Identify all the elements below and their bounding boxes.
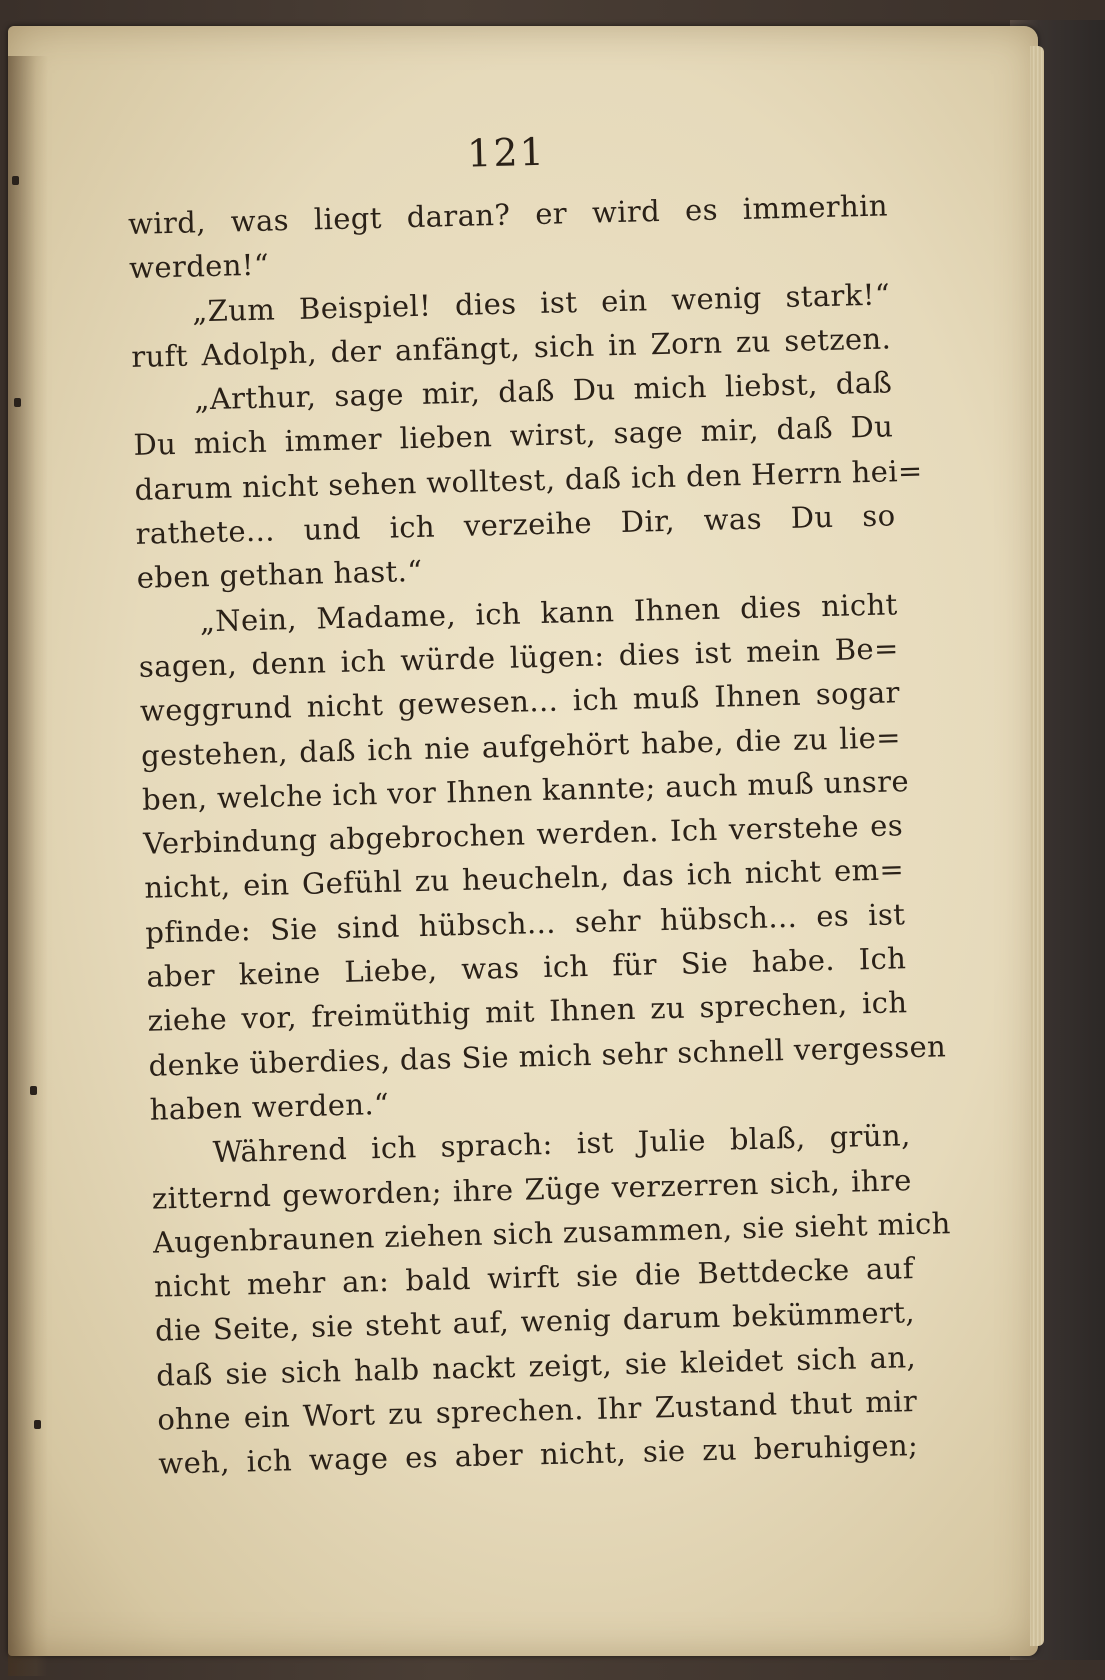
- text-line: haben werden.“: [149, 1086, 390, 1127]
- text-line: denke überdies, das Sie mich sehr schnell vergessen: [148, 1028, 947, 1083]
- binding-thread-mark: [34, 1420, 41, 1429]
- text-line: ohne ein Wort zu sprechen. Ihr Zustand thut mir: [156, 1384, 918, 1437]
- text-line: die Seite, sie steht auf, wenig darum bekümmert,: [154, 1295, 916, 1349]
- text-line: eben gethan hast.“: [136, 554, 423, 596]
- text-line: sagen, denn ich würde lügen: dies ist mein Be=: [138, 631, 900, 684]
- text-line: „Nein, Madame, ich kann Ihnen dies nicht: [199, 586, 899, 639]
- text-line: darum nicht sehen wolltest, daß ich den Herrn hei=: [134, 453, 923, 507]
- page-number: 121: [466, 129, 547, 176]
- text-line: pfinde: Sie sind hübsch... sehr hübsch... es ist: [145, 896, 906, 950]
- text-line: Während ich sprach: ist Julie blaß, grün,: [212, 1118, 912, 1170]
- text-line: gestehen, daß ich nie aufgehört habe, die zu lie=: [140, 719, 902, 773]
- text-line: „Zum Beispiel! dies ist ein wenig stark!“: [191, 276, 891, 329]
- text-line: daß sie sich halb nackt zeigt, sie kleidet sich an,: [155, 1339, 917, 1393]
- binding-thread-mark: [12, 176, 19, 185]
- text-line: nicht, ein Gefühl zu heucheln, das ich nicht em=: [143, 852, 905, 906]
- page-text-block: [126, 119, 952, 1486]
- binding-thread-mark: [30, 1086, 37, 1095]
- text-line: ziehe vor, freimüthig mit Ihnen zu sprechen, ich: [147, 985, 908, 1039]
- paper-page: [8, 26, 1038, 1656]
- text-line: weh, ich wage es aber nicht, sie zu beruhigen;: [157, 1428, 919, 1481]
- text-line: wird, was liegt daran? er wird es immerhin: [127, 188, 889, 241]
- text-line: Verbindung abgebrochen werden. Ich verstehe es: [142, 808, 904, 861]
- text-line: zitternd geworden; ihre Züge verzerren sich, ihre: [151, 1162, 913, 1216]
- text-line: ben, welche ich vor Ihnen kannte; auch muß unsre: [141, 763, 910, 817]
- text-lines: [127, 183, 952, 1486]
- text-line: aber keine Liebe, was ich für Sie habe. Ich: [146, 941, 907, 994]
- binding-gutter: [8, 56, 48, 1676]
- text-line: nicht mehr an: bald wirft sie die Bettdecke auf: [153, 1251, 915, 1304]
- text-line: werden!“: [128, 247, 270, 286]
- text-line: Augenbraunen ziehen sich zusammen, sie sieht mich: [152, 1206, 952, 1260]
- text-line: „Arthur, sage mir, daß Du mich liebst, daß: [193, 365, 893, 417]
- text-line: Du mich immer lieben wirst, sage mir, daß Du: [133, 409, 894, 463]
- binding-thread-mark: [14, 398, 21, 407]
- text-line: rathete... und ich verzeihe Dir, was Du so: [135, 498, 896, 551]
- text-line: weggrund nicht gewesen... ich muß Ihnen sogar: [139, 675, 901, 729]
- text-line: ruft Adolph, der anfängt, sich in Zorn zu setzen.: [130, 321, 892, 374]
- page-stack-edge: [1030, 46, 1044, 1646]
